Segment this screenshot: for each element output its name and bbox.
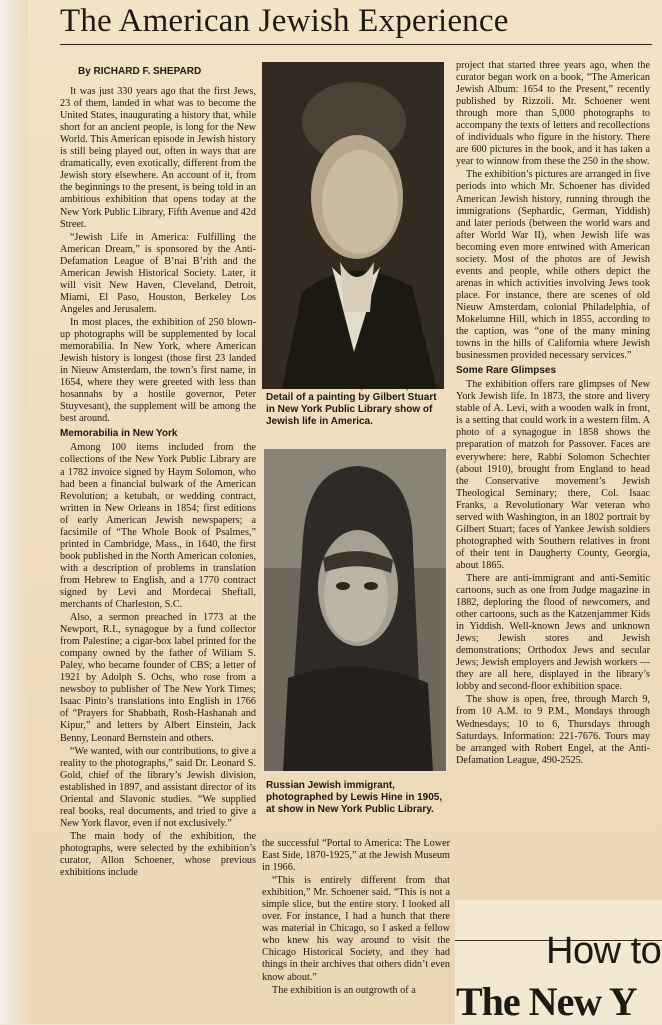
paragraph: The exhibition offers rare glimpses of New York Jewish life. In 1873, the store and livery stable of A. Levi, with a wooden walk in front, is a setting that could work in a western film. A photo of a synagogue in 1858 shows the preparation of matzoh for Passover. Faces are everywhere: here, Rabbi Solomon Schechter (about 1910), brought from England to head the Conservative movement’s Jewish Theological Seminary; there, Col. Isaac Franks, a Revolutionary War veteran who served with Washington, in an 1802 portrait by Gilbert Stuart; faces of Yankee Jewish soldiers photographed with Southern relatives in front of their tent in Daugherty County, Georgia, about 1865.: [456, 379, 650, 571]
photo-credit: Pennsylvania Academy of Fine Arts: [342, 384, 444, 391]
subheading: Memorabilia in New York: [60, 428, 178, 440]
paragraph: The main body of the exhibition, the photographs, were selected by the exhibition’s curator, Allon Schoener, whose previous exhibitions include: [60, 830, 256, 879]
paragraph: “Jewish Life in America: Fulfilling the American Dream,” is sponsored by the Anti-Defamation League of B’nai B’rith and the American Jewish Historical Society. Later, it will visit New Haven, Cleveland, Detroit, Miami, El Paso, Houston, Berkeley Los Angeles and Jerusalem.: [60, 231, 256, 315]
column-3: [456, 60, 650, 900]
paragraph: “This is entirely different from that exhibition,” Mr. Schoener said. “This is not a simple slice, but the entire story. I looked all over. For instance, I had a hunch that there was material in Chicago, so I asked a fellow who knew his way around to visit the Chicago Historical Society, and they had things in their archives that others didn’t even know about.”: [262, 875, 450, 983]
paragraph: Also, a sermon preached in 1773 at the Newport, R.I., synagogue by a fund collector from Palestine; a cigar-box label printed for the company owned by the father of Wiliam S. Paley, who became founder of CBS; a letter of 1921 by Adolph S. Ochs, who rose from a newsboy to publisher of The New York Times; Isaac Pinto’s translations into English in 1766 of “Prayers for Shabbath, Rosh-Hashanah and Kipur,” and letters by Albert Einstein, Jack Benny, Leonard Bernstein and others.: [60, 612, 256, 744]
howto-headline: How to: [546, 930, 662, 972]
subheading: Some Rare Glimpses: [456, 365, 557, 377]
paragraph: In most places, the exhibition of 250 blown-up photographs will be supplemented by local memorabilia. In New York, where American Jewish history is longest (those first 23 landed in Nieuw Amsterdam, the town’s first name, in 1654, where they were greeted with less than hosannahs by a hostile governor, Peter Stuyvesant), the supplement will be among the best around.: [60, 316, 256, 425]
clipping-edge: [0, 0, 28, 1024]
paragraph: The exhibition’s pictures are arranged in five periods into which Mr. Schoener has divided American Jewish history, running through the immigrations (Sephardic, German, Yiddish) and later periods (between the world wars and after World War II), when Jewish life was becoming even more entwined with American society. Most of the photos are of Jewish events and people, while others depict the arenas in which activities involving Jews took place. For instance, there are scenes of old Nieuw Amsterdam, colonial Philadelphia, of Mokelumne Hill, which in 1855, according to the caption, was “one of the many mining towns in the hills of California where Jewish businessmen provided necessary services.”: [456, 169, 650, 362]
paragraph: project that started three years ago, when the curator began work on a book, “The American Jewish Album: 1654 to the Present,” recently published by Rizzoli. Mr. Schoener went through more than 5,000 photographs to accompany the texts of letters and recollections of individuals who figure in the history. There are 600 pictures in the book, and it has taken a year to winnow from these the 250 in the show.: [456, 60, 650, 168]
headline-rule: [60, 44, 652, 45]
photo-caption: Russian Jewish immigrant, photographed by Lewis Hine in 1905, at show in New York Public Library.: [266, 780, 443, 815]
masthead-logo: The New Y: [456, 979, 637, 1024]
immigrant-photograph: [263, 448, 447, 772]
byline: By RICHARD F. SHEPARD: [78, 66, 202, 77]
paragraph: Among 100 items included from the collections of the New York Public Library are a 1782 invoice signed by Haym Solomon, who had been a financial bulwark of the American Revolution; a ketubah, or wedding contract, written in New Orleans in 1854; first editions of early American Jewish newspapers; a facsimile of “The Whole Book of Psalmes,” printed in Cambridge, Mass., in 1640, the first book published in the North American colonies, with a description of problems in translation from Hebrew to English, and a 1770 contract signed by Levi and Mordecai Sheftall, merchants of Charleston, S.C.: [60, 442, 256, 611]
paragraph: It was just 330 years ago that the first Jews, 23 of them, landed in what was to become the United States, inaugurating a history that, while short for an ancient people, is long for the New World. This American episode in Jewish history is still being played out, often in ways that are dramatically, even exotically, different from the Jewish story elsewhere. An account of it, from the beginnings to the present, is being told in an ambitious exhibition that opens today at the New York Public Library, Fifth Avenue and 42d Street.: [60, 86, 256, 230]
column-2-continued: [262, 838, 450, 996]
paragraph: “We wanted, with our contributions, to give a reality to the photographs,” said Dr. Leonard S. Gold, chief of the library’s Jewish division, established in 1897, and assistant director of its Oriental and Slavonic studies. “We supplied real books, real documents, and tried to give a New York flavor, even if not exclusively.”: [60, 745, 256, 829]
headline: The American Jewish Experience: [60, 3, 509, 39]
paragraph: the successful “Portal to America: The Lower East Side, 1870-1925,” at the Jewish Museum in 1966.: [262, 838, 450, 874]
paragraph: There are anti-immigrant and anti-Semitic cartoons, such as one from Judge magazine in 1882, deploring the flood of newcomers, and other cartoons, such as the Katzenjammer Kids in Yiddish. Well-known Jews and unknown Jews; Jewish stores and Jewish demonstrations; Orthodox Jews and secular Jews; Jewish employers and Jewish workers — they are all here, displayed in the library’s lobby and second-floor exhibition space.: [456, 572, 650, 693]
column-1: [60, 60, 256, 1024]
portrait-painting: [262, 62, 444, 389]
paragraph: The exhibition is an outgrowth of a: [272, 984, 416, 996]
paragraph: The show is open, free, through March 9, from 10 A.M. to 9 P.M., Mondays through Wednesdays; 10 to 6, Thursdays through Saturdays. Information: 221-7676. Tours may be arranged with Robert Engel, at the Anti-Defamation League, 490-2525.: [456, 694, 650, 766]
photo-caption: Detail of a painting by Gilbert Stuart in New York Public Library show of Jewish life in America.: [266, 392, 437, 427]
